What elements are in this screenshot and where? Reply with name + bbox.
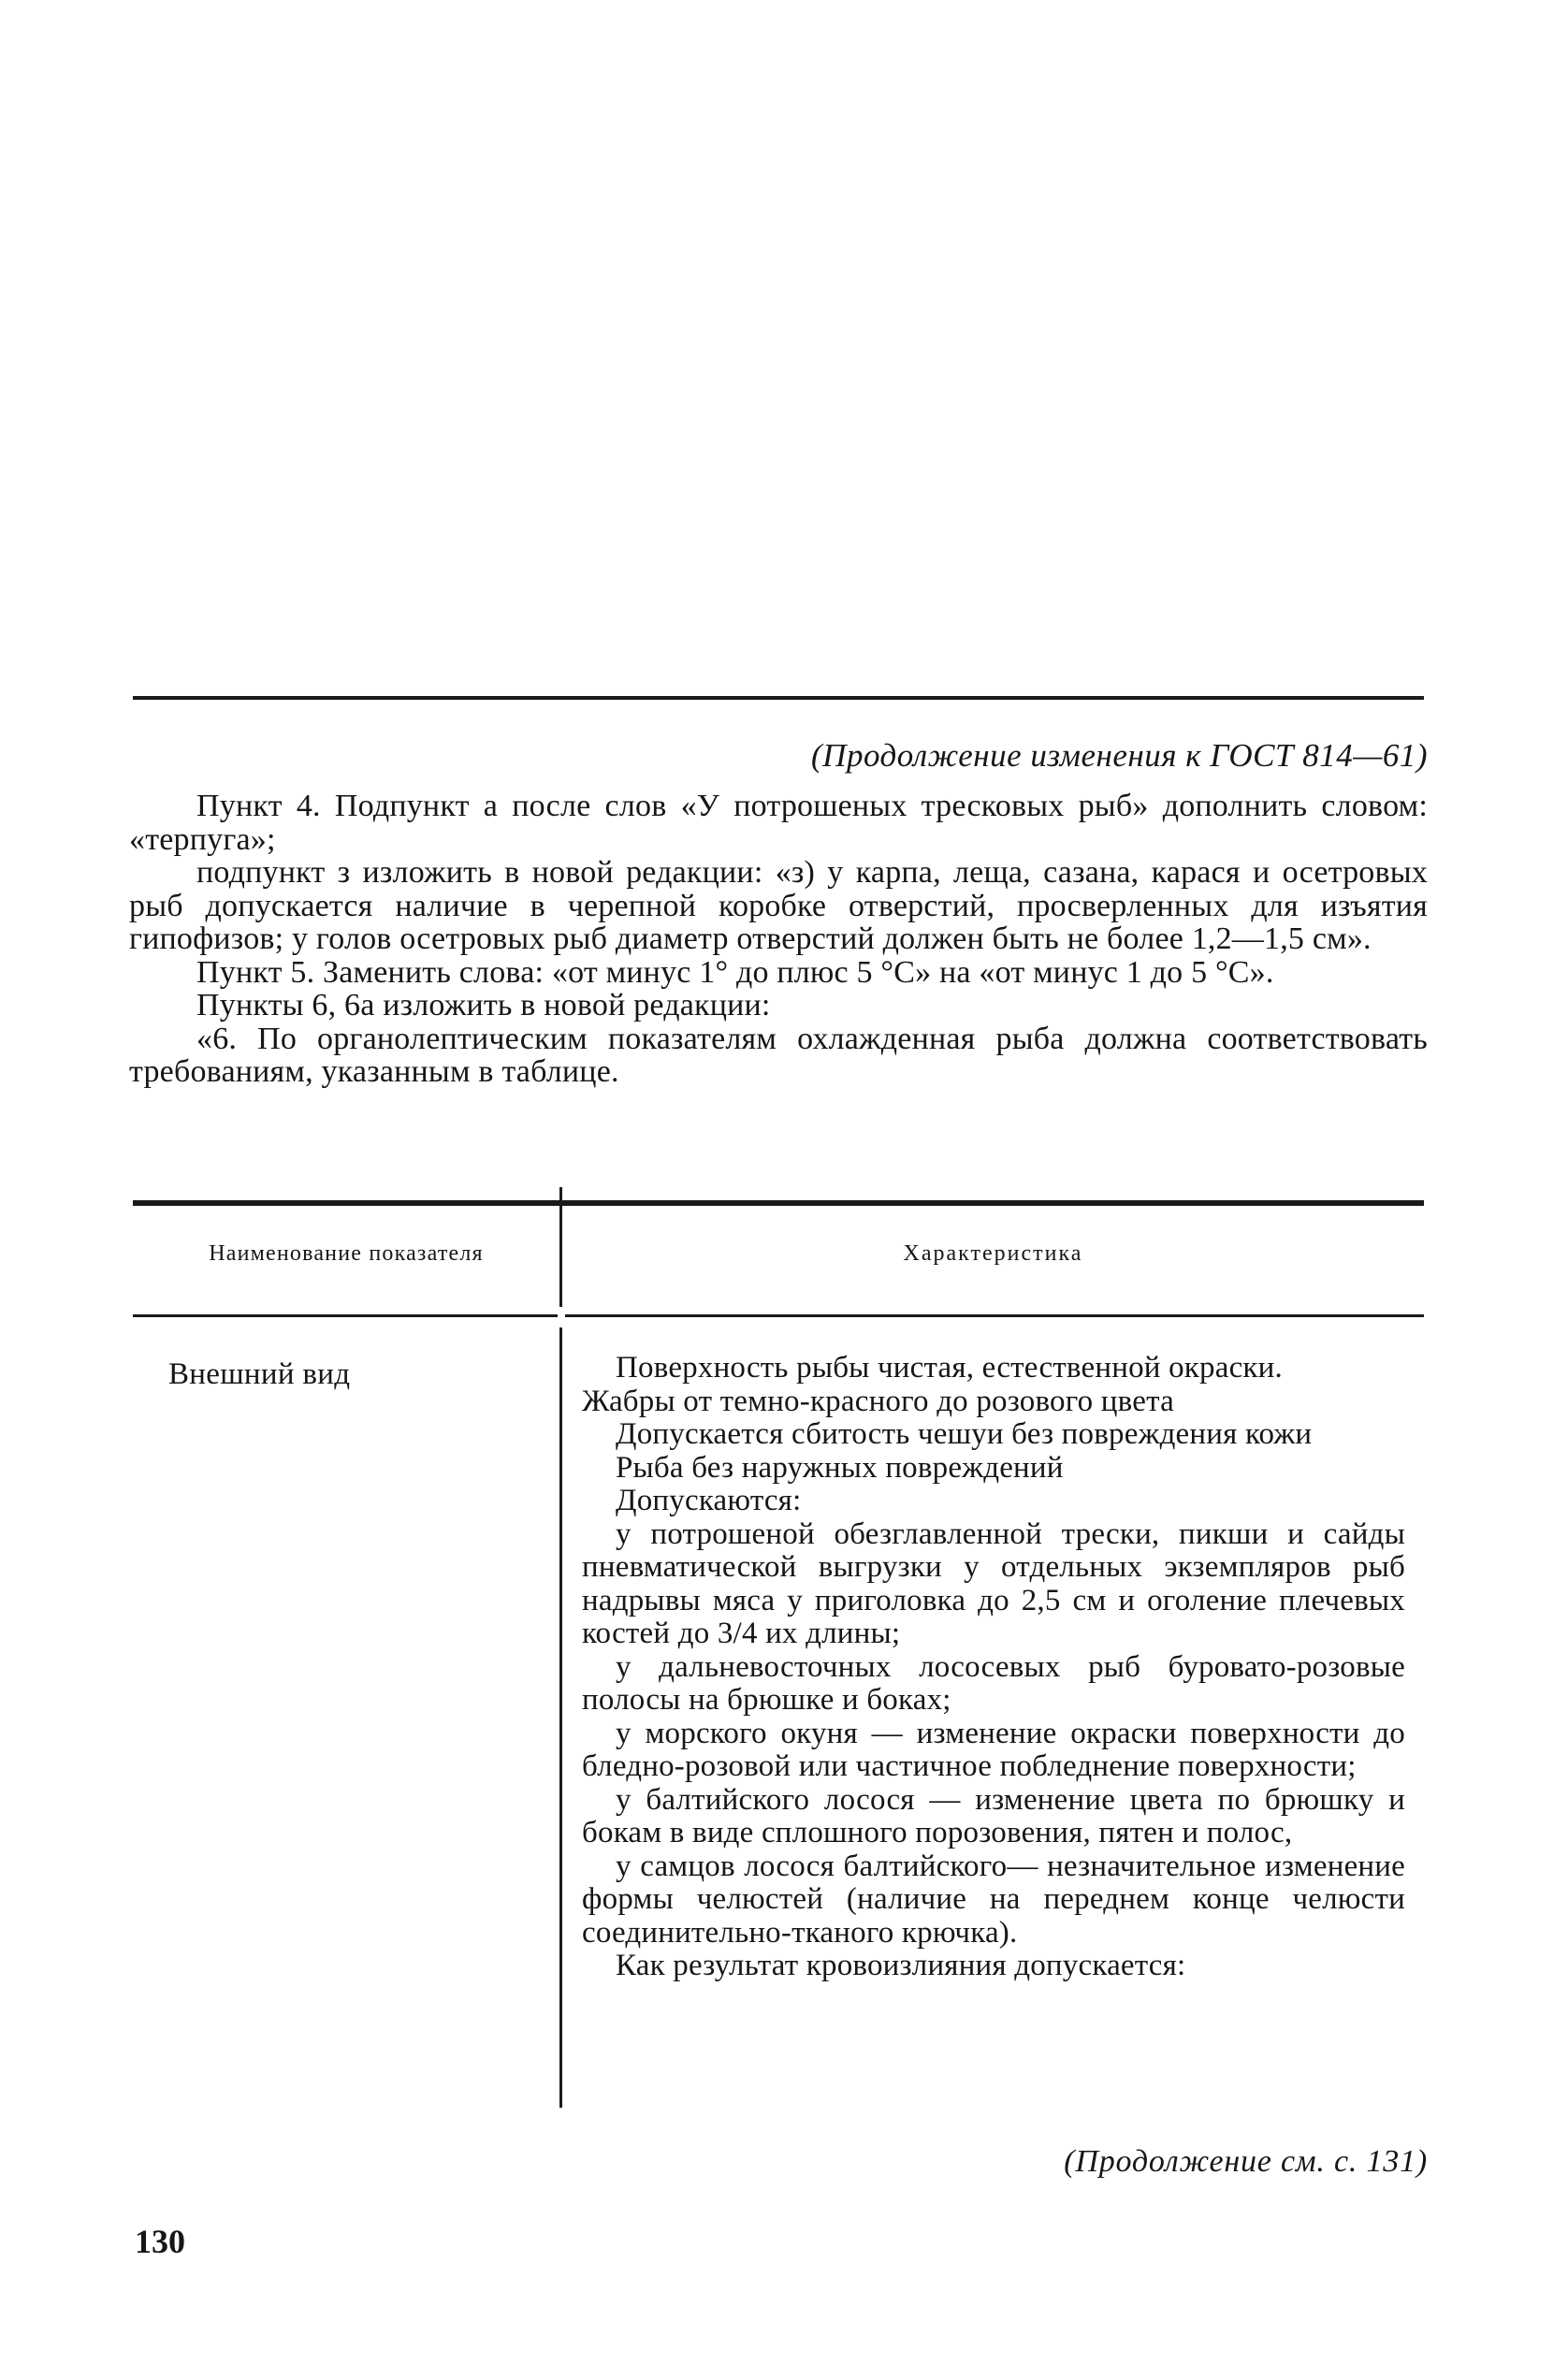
characteristic-line: Допускается сбитость чешуи без повреждения кожи bbox=[616, 1417, 1313, 1451]
table-row-indicator: Внешний вид bbox=[168, 1357, 351, 1391]
characteristic-line: у морского окуня — изменение окраски поверхности до бледно-розовой или частичное побледнение поверхности; bbox=[582, 1716, 1405, 1783]
table-divider-gap bbox=[558, 1307, 565, 1327]
characteristic-line: у дальневосточных лососевых рыб буровато-розовые полосы на брюшке и боках; bbox=[582, 1649, 1405, 1717]
characteristic-line: у потрошеной обезглавленной трески, пикши и сайды пневматической выгрузки у отдельных экземпляров рыб надрывы мяса у приголовка до 2,5 см и оголение плечевых костей до 3/4 их длины; bbox=[582, 1516, 1405, 1650]
table-header-rule bbox=[133, 1314, 1424, 1317]
characteristic-line: Жабры от темно-красного до розового цвета bbox=[582, 1384, 1174, 1418]
paragraph-punkty-6: Пункты 6, 6а изложить в новой редакции: bbox=[196, 988, 771, 1022]
table-top-rule bbox=[133, 1200, 1424, 1206]
characteristic-line: Как результат кровоизлияния допускается: bbox=[616, 1949, 1186, 1982]
continuation-footer: (Продолжение см. с. 131) bbox=[1064, 2144, 1428, 2179]
paragraph-podpunkt-z: подпункт з изложить в новой редакции: «з) у карпа, леща, сазана, карася и осетровых рыб допускается наличие в черепной коробке отверстий, просверленных для изъятия гипофизов; у голов осетровых рыб диаметр отверстий должен быть не более 1,2—1,5 см». bbox=[129, 855, 1428, 956]
paragraph-punkt-4: Пункт 4. Подпункт а после слов «У потрошеных тресковых рыб» дополнить словом: «терпуга»; bbox=[129, 789, 1428, 857]
characteristic-line: у самцов лосося балтийского— незначительное изменение формы челюстей (наличие на переднем конце челюсти соединительно-тканого крючка). bbox=[582, 1849, 1405, 1950]
table-header-indicator: Наименование показателя bbox=[209, 1241, 484, 1266]
amendment-text bbox=[129, 790, 1428, 1089]
paragraph-punkt-5: Пункт 5. Заменить слова: «от минус 1° до плюс 5 °С» на «от минус 1 до 5 °С». bbox=[196, 954, 1274, 990]
characteristic-line: Рыба без наружных повреждений bbox=[616, 1450, 1064, 1485]
characteristic-line: Поверхность рыбы чистая, естественной окраски. bbox=[616, 1351, 1283, 1385]
top-rule bbox=[133, 696, 1424, 700]
table-row-characteristic bbox=[582, 1352, 1405, 1983]
table-header-characteristic: Характеристика bbox=[903, 1241, 1083, 1266]
page-number: 130 bbox=[135, 2223, 185, 2260]
characteristic-line: Допускаются: bbox=[616, 1484, 802, 1517]
continuation-header: (Продолжение изменения к ГОСТ 814—61) bbox=[811, 737, 1428, 774]
indicators-table bbox=[133, 1200, 1424, 2122]
characteristic-line: у балтийского лосося — изменение цвета по брюшку и бокам в виде сплошного порозовения, пятен и полос, bbox=[582, 1782, 1405, 1849]
paragraph-punkt-6-text: «6. По органолептическим показателям охлажденная рыба должна соответствовать требованиям, указанным в таблице. bbox=[129, 1021, 1428, 1089]
